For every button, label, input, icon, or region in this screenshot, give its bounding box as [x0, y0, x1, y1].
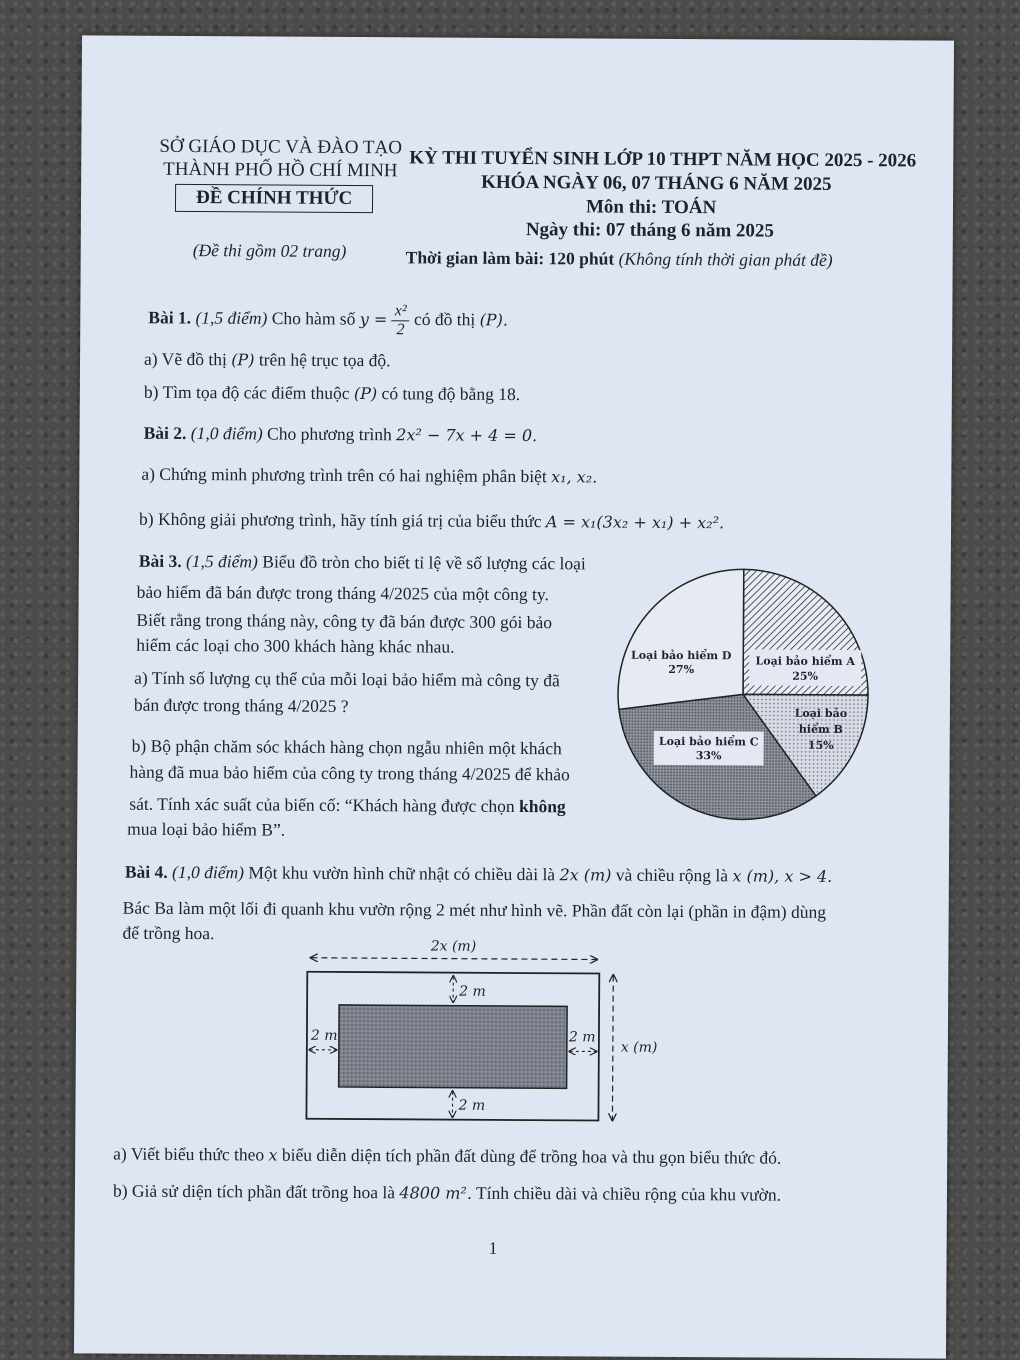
page-number: 1	[488, 1237, 498, 1258]
dept-line-1: SỞ GIÁO DỤC VÀ ĐÀO TẠO	[159, 135, 403, 159]
bai4-line-1: Bài 4. (1,0 điểm) Một khu vườn hình chữ nhật có chiều dài là 2x (m) và chiều rộng là x (m), x > 4.	[124, 861, 833, 886]
exam-session: KHÓA NGÀY 06, 07 THÁNG 6 NĂM 2025	[481, 171, 832, 195]
bai1-part-b: b) Tìm tọa độ các điểm thuộc (P) có tung độ bằng 18.	[143, 381, 521, 405]
slice-label-b-1: Loại bảo	[794, 706, 848, 721]
bai1-part-a: a) Vẽ đồ thị (P) trên hệ trục tọa độ.	[143, 348, 391, 371]
slice-pct-a: 25%	[792, 669, 819, 683]
bai4-line-3: để trồng hoa.	[122, 922, 215, 944]
slice-pct-b: 15%	[807, 738, 834, 752]
bai3-part-b-line-3: sát. Tính xác suất của biến cố: “Khách hàng được chọn không	[129, 793, 566, 817]
bai3-part-a-line-2: bán được trong tháng 4/2025 ?	[133, 694, 349, 716]
bai4-part-a: a) Viết biểu thức theo x biểu diễn diện tích phần đất dùng để trồng hoa và thu gọn biểu thức đó.	[113, 1143, 782, 1168]
pie-slice-d	[618, 569, 744, 710]
dept-line-2: THÀNH PHỐ HỒ CHÍ MINH	[163, 158, 398, 182]
exam-date: Ngày thi: 07 tháng 6 năm 2025	[525, 219, 774, 242]
slice-label-a: Loại bảo hiểm A	[755, 654, 855, 669]
slice-label-b-2: hiểm B	[798, 722, 843, 737]
dim-length-label: 2x (m)	[430, 938, 477, 955]
insurance-pie-chart	[615, 561, 873, 833]
official-badge: ĐỀ CHÍNH THỨC	[175, 184, 373, 213]
bai3-line-1: Bài 3. (1,5 điểm) Biểu đồ tròn cho biết tỉ lệ về số lượng các loại	[138, 550, 586, 574]
dim-path-top: 2 m	[459, 983, 486, 1000]
exam-subject: Môn thi: TOÁN	[585, 196, 717, 219]
bai3-line-4: hiểm các loại cho 300 khách hàng khác nhau.	[136, 634, 455, 657]
bai2-part-b: b) Không giải phương trình, hãy tính giá trị của biểu thức A = x₁(3x₂ + x₁) + x₂².	[139, 508, 725, 533]
bai1-statement: Bài 1. (1,5 điểm) Cho hàm số y = $\frac{\text{x²}}{2}$ có đồ thị (P).	[148, 302, 509, 339]
exam-time: Thời gian làm bài: 120 phút (Không tính thời gian phát đề)	[405, 247, 833, 270]
bai4-part-b: b) Giả sử diện tích phần đất trồng hoa là 4800 m². Tính chiều dài và chiều rộng của khu vườn.	[112, 1180, 782, 1205]
slice-label-d: Loại bảo hiểm D	[631, 648, 732, 663]
exam-paper	[74, 35, 954, 1358]
bai3-line-3: Biết rằng trong tháng này, công ty đã bán được 300 gói bảo	[136, 609, 553, 633]
bai3-part-b-line-2: hàng đã mua bảo hiểm của công ty trong tháng 4/2025 để khảo	[129, 761, 570, 785]
bai1-fraction: $\frac{\text{x²}}{2}$	[392, 302, 410, 339]
bai4-line-2: Bác Ba làm một lối đi quanh khu vườn rộng 2 mét như hình vẽ. Phần đất còn lại (phần in đậm) dùng	[122, 897, 827, 922]
dim-path-bottom: 2 m	[458, 1097, 486, 1114]
bai3-line-2: bảo hiểm đã bán được trong tháng 4/2025 của một công ty.	[136, 581, 549, 605]
bai2-statement: Bài 2. (1,0 điểm) Cho phương trình 2x² − 7x + 4 = 0.	[143, 422, 538, 446]
dim-width-label: x (m)	[620, 1039, 658, 1056]
pages-note: (Đề thi gồm 02 trang)	[192, 240, 347, 261]
bai3-part-b-line-1: b) Bộ phận chăm sóc khách hàng chọn ngẫu nhiên một khách	[131, 735, 562, 759]
slice-pct-c: 33%	[695, 749, 722, 763]
bai3-part-b-line-4: mua loại bảo hiểm B”.	[127, 818, 286, 840]
flower-bed-rect	[339, 1005, 567, 1088]
slice-pct-d: 27%	[668, 662, 695, 677]
dim-path-right: 2 m	[568, 1029, 596, 1046]
garden-diagram	[290, 932, 671, 1134]
slice-label-c: Loại bảo hiểm C	[658, 734, 759, 749]
dim-path-left: 2 m	[310, 1027, 338, 1044]
bai2-part-a: a) Chứng minh phương trình trên có hai nghiệm phân biệt x₁, x₂.	[141, 463, 598, 487]
exam-title: KỲ THI TUYỂN SINH LỚP 10 THPT NĂM HỌC 2025 - 2026	[409, 147, 917, 172]
bai3-part-a-line-1: a) Tính số lượng cụ thể của mỗi loại bảo hiểm mà công ty đã	[134, 667, 560, 691]
